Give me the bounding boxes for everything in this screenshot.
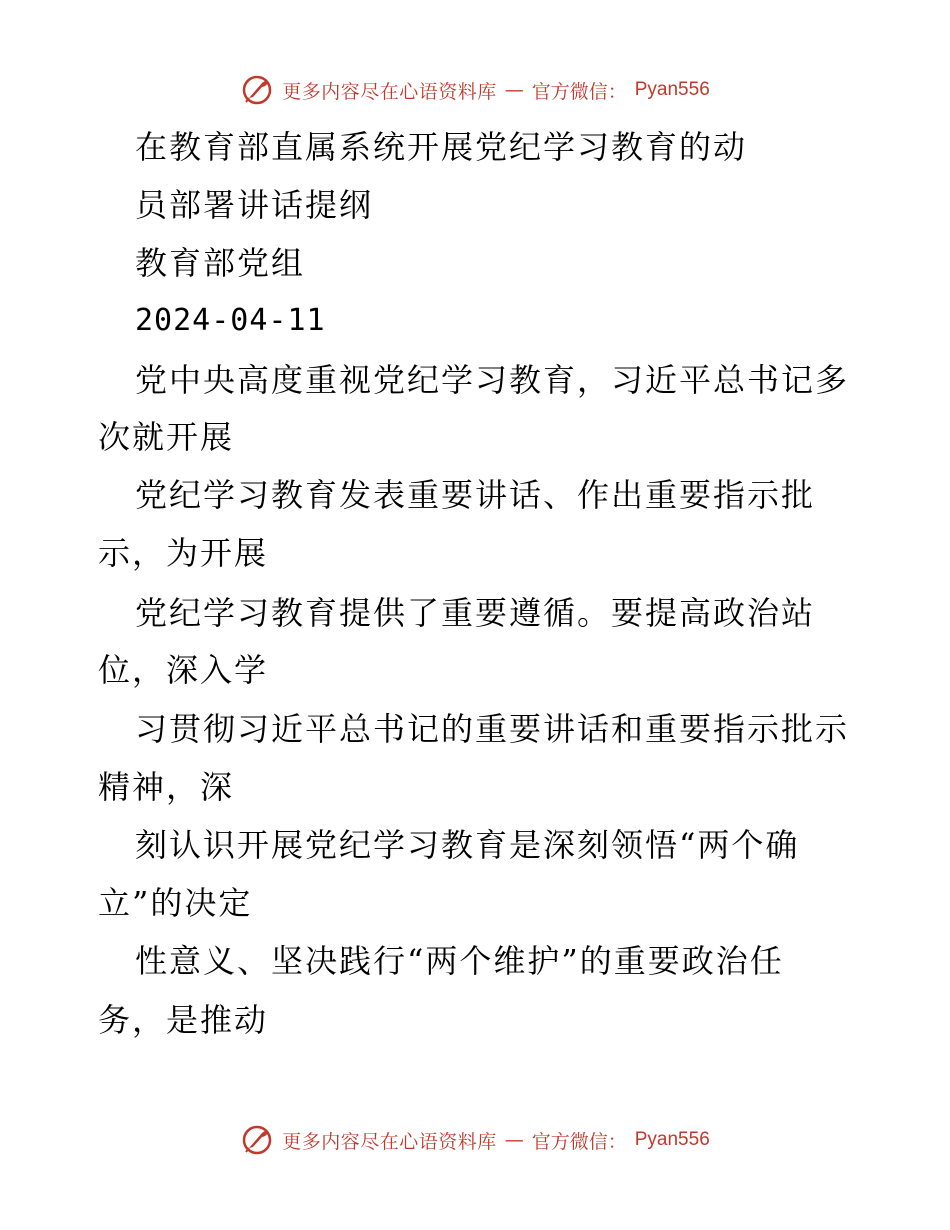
watermark-header (0, 70, 950, 110)
body-line: 党纪学习教育发表重要讲话、作出重要指示批 (135, 476, 816, 514)
watermark-wechat-id: Pyan556 (634, 1129, 710, 1150)
watermark-wechat-id: Pyan556 (634, 79, 710, 100)
body-line: 党纪学习教育提供了重要遵循。要提高政治站 (135, 594, 816, 632)
body-line: 刻认识开展党纪学习教育是深刻领悟“两个确 (135, 826, 800, 864)
watermark-separator: — (504, 79, 524, 101)
document-title-line-2: 员部署讲话提纲 (135, 186, 374, 224)
quill-pen-logo-icon (240, 1123, 274, 1157)
body-line: 习贯彻习近平总书记的重要讲话和重要指示批示 (135, 710, 850, 748)
document-title-line-1: 在教育部直属系统开展党纪学习教育的动 (135, 128, 748, 166)
watermark-text: 更多内容尽在心语资料库 (282, 1130, 497, 1153)
body-line: 党中央高度重视党纪学习教育，习近平总书记多 (135, 361, 850, 399)
body-line: 示，为开展 (98, 534, 269, 572)
watermark-label: 官方微信： (531, 80, 627, 103)
body-line: 次就开展 (98, 418, 235, 456)
body-line: 务，是推动 (98, 1001, 269, 1039)
watermark-separator: — (504, 1129, 524, 1151)
body-line: 立”的决定 (98, 884, 253, 922)
body-line: 精神，深 (98, 768, 235, 806)
document-author: 教育部党组 (135, 244, 306, 282)
body-line: 性意义、坚决践行“两个维护”的重要政治任 (135, 942, 784, 980)
body-line: 位，深入学 (98, 651, 269, 689)
quill-pen-logo-icon (240, 73, 274, 107)
watermark-text: 更多内容尽在心语资料库 (282, 80, 497, 103)
watermark-label: 官方微信： (531, 1130, 627, 1153)
watermark-footer (0, 1120, 950, 1160)
document-date: 2024-04-11 (135, 303, 326, 338)
